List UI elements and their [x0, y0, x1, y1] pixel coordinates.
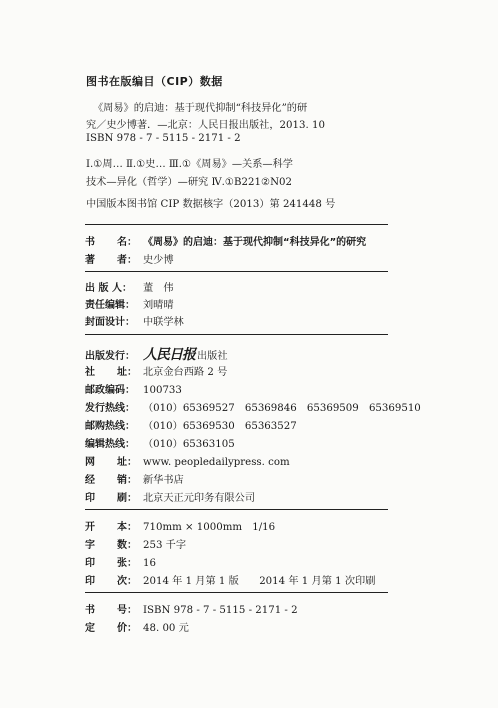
- distributor-label: [85, 471, 137, 486]
- cip-heading: 图书在版编目（CIP）数据: [86, 75, 223, 88]
- address-label: [85, 363, 137, 378]
- label-char: 本：: [117, 522, 137, 533]
- cip-line-3: ISBN 978 - 7 - 5115 - 2171 - 2: [86, 133, 241, 144]
- cip-line-5: 技术—异化（哲学）—研究 Ⅳ.①B221②N02: [86, 177, 292, 188]
- label-char: 次：: [117, 576, 137, 587]
- price-row: [85, 619, 189, 634]
- cover-label: 封面设计：: [85, 317, 135, 328]
- website-value: www. peopledailypress. com: [143, 457, 290, 468]
- sheets-row: [85, 554, 156, 569]
- hotline-row: [85, 399, 421, 414]
- label-char: 经: [85, 475, 95, 486]
- edit-hotline-value: （010）65363105: [143, 439, 235, 450]
- label-char: 版: [98, 283, 109, 294]
- address-value: 北京金台西路 2 号: [143, 367, 228, 378]
- book-title-label: [85, 233, 137, 248]
- format-value: 710mm × 1000mm 1/16: [143, 522, 276, 533]
- cip-line-6: 中国版本图书馆 CIP 数据核字（2013）第 241448 号: [86, 199, 336, 210]
- label-char: 人：: [112, 283, 132, 294]
- divider: [85, 592, 388, 593]
- distributor-row: [85, 471, 184, 486]
- isbn-value: ISBN 978 - 7 - 5115 - 2171 - 2: [143, 605, 298, 616]
- label-char: 刷：: [117, 493, 137, 504]
- word-count-label: [85, 536, 137, 551]
- label-char: 址：: [117, 457, 137, 468]
- people-daily-logo: 人民日报: [143, 347, 195, 363]
- label-char: 价：: [117, 623, 137, 634]
- divider: [85, 271, 388, 272]
- author-label: [85, 251, 137, 266]
- postcode-label: 邮政编码：: [85, 385, 135, 396]
- isbn-row: [85, 601, 298, 616]
- issuer-row: [85, 344, 228, 364]
- distributor-value: 新华书店: [143, 475, 184, 486]
- publisher-label: [85, 279, 132, 294]
- editor-label: 责任编辑：: [85, 300, 135, 311]
- label-char: 著: [85, 255, 95, 266]
- label-char: 张：: [117, 558, 137, 569]
- label-char: 号：: [117, 605, 137, 616]
- printer-label: [85, 489, 137, 504]
- mail-order-value: （010）65369530 65363527: [143, 421, 297, 432]
- format-row: [85, 518, 275, 533]
- author-row: [85, 251, 174, 266]
- edition-value: 2014 年 1 月第 1 版 2014 年 1 月第 1 次印刷: [143, 576, 376, 587]
- edition-label: [85, 572, 137, 587]
- website-label: [85, 453, 137, 468]
- divider: [85, 334, 388, 335]
- label-char: 出: [85, 283, 95, 294]
- printer-row: [85, 489, 255, 504]
- label-char: 印: [85, 493, 95, 504]
- editor-value: 刘晴晴: [143, 300, 174, 311]
- divider: [85, 224, 388, 225]
- mail-order-row: [85, 417, 297, 432]
- label-char: 开: [85, 522, 95, 533]
- cover-value: 中联学林: [143, 317, 184, 328]
- mail-order-label: 邮购热线：: [85, 421, 135, 432]
- word-count-row: [85, 536, 186, 551]
- label-char: 印: [85, 558, 95, 569]
- hotline-value: （010）65369527 65369846 65369509 65369510: [143, 403, 421, 414]
- cip-line-2: 究／史少博著．—北京：人民日报出版社，2013. 10: [86, 120, 325, 131]
- word-count-value: 253 千字: [143, 540, 187, 551]
- editor-row: [85, 296, 174, 311]
- cip-line-1: 《周易》的启迪：基于现代抑制“科技异化”的研: [93, 103, 308, 114]
- printer-value: 北京天正元印务有限公司: [143, 493, 256, 504]
- label-char: 名：: [117, 237, 137, 248]
- issuer-suffix: 出版社: [197, 351, 228, 362]
- edit-hotline-row: [85, 435, 235, 450]
- format-label: [85, 518, 137, 533]
- price-value: 48. 00 元: [143, 623, 189, 634]
- cip-line-4: Ⅰ.①周… Ⅱ.①史… Ⅲ.①《周易》—关系—科学: [86, 159, 293, 170]
- publisher-row: [85, 279, 174, 294]
- issuer-label: 出版发行：: [85, 351, 135, 362]
- book-title-row: [85, 233, 366, 248]
- label-char: 书: [85, 605, 95, 616]
- sheets-label: [85, 554, 137, 569]
- label-char: 址：: [117, 367, 137, 378]
- website-row: [85, 453, 290, 468]
- label-char: 定: [85, 623, 95, 634]
- author-value: 史少博: [143, 255, 174, 266]
- cover-row: [85, 313, 184, 328]
- sheets-value: 16: [143, 558, 156, 569]
- publisher-value: 董 伟: [143, 283, 174, 294]
- edition-row: [85, 572, 375, 587]
- postcode-value: 100733: [143, 385, 182, 396]
- label-char: 者：: [117, 255, 137, 266]
- address-row: [85, 363, 227, 378]
- isbn-label: [85, 601, 137, 616]
- label-char: 书: [85, 237, 95, 248]
- label-char: 字: [85, 540, 95, 551]
- book-title-value: 《周易》的启迪：基于现代抑制“科技异化”的研究: [143, 237, 367, 248]
- hotline-label: 发行热线：: [85, 403, 135, 414]
- label-char: 社: [85, 367, 95, 378]
- divider: [85, 509, 388, 510]
- price-label: [85, 619, 137, 634]
- edit-hotline-label: 编辑热线：: [85, 439, 135, 450]
- label-char: 印: [85, 576, 95, 587]
- label-char: 网: [85, 457, 95, 468]
- label-char: 销：: [117, 475, 137, 486]
- label-char: 数：: [117, 540, 137, 551]
- postcode-row: [85, 381, 182, 396]
